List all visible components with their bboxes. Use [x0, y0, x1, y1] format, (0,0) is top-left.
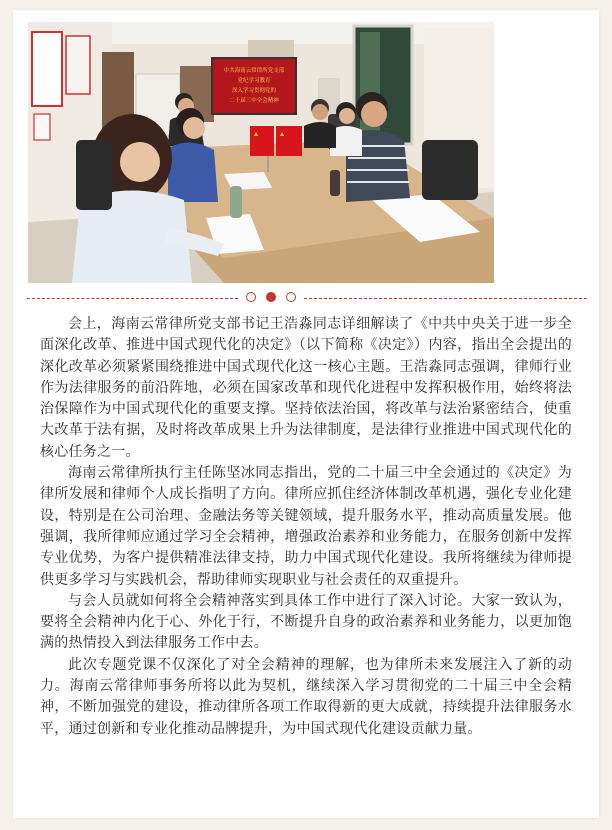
section-divider [27, 291, 587, 307]
screen-line-3: 深入学习贯彻党的 [231, 88, 277, 94]
article-body [40, 314, 572, 740]
meeting-photo-illustration [28, 22, 494, 283]
screen-line-4: 二十届三中全会精神 [229, 98, 279, 104]
meeting-photo [28, 22, 494, 283]
paragraph-3: 与会人员就如何将全会精神落实到具体工作中进行了深入讨论。大家一致认为，要将全会精神内化于心、外化于行，不断提升自身的政治素养和业务能力，以更加饱满的热情投入到法律服务工作中去。 [40, 592, 572, 652]
paragraph-2: 海南云常律所执行主任陈坚冰同志指出，党的二十届三中全会通过的《决定》为律所发展和律师个人成长指明了方向。律所应抓住经济体制改革机遇，强化专业化建设，特别是在公司治理、金融法务等关键领域，提升服务水平，推动高质量发展。他强调，我所律师应通过学习全会精神，增强政治素养和业务能力，在服务创新中发挥专业优势，为客户提供精准法律支持，助力中国式现代化建设。我所将继续为律师提供更多学习与实践机会，帮助律师实现职业与社会责任的双重提升。 [40, 465, 572, 588]
paragraph-4: 此次专题党课不仅深化了对全会精神的理解，也为律所未来发展注入了新的动力。海南云常律师事务所将以此为契机，继续深入学习贯彻党的二十届三中全会精神，不断加强党的建设，推动律所各项工作取得新的更大成就，持续提升法律服务水平，通过创新和专业化推动品牌提升，为中国式现代化建设贡献力量。 [40, 656, 572, 737]
divider-dot-left [246, 292, 256, 302]
divider-dot-center [266, 292, 276, 302]
divider-line-right [304, 298, 587, 299]
paragraph-1: 会上，海南云常律所党支部书记王浩淼同志详细解读了《中共中央关于进一步全面深化改革、推进中国式现代化的决定》（以下简称《决定》）内容，指出全会提出的深化改革必须紧紧围绕推进中国式现代化这一核心主题。王浩淼同志强调，律师行业作为法律服务的前沿阵地，必须在国家改革和现代化进程中发挥积极作用，始终将法治保障作为中国式现代化的重要支撑。坚持依法治国，将改革与法治紧密结合，使重大改革于法有据，及时将改革成果上升为法律制度，是法律行业推进中国式现代化的核心任务之一。 [40, 316, 572, 460]
screen-line-1: 中共海南云常律所党支部 [223, 68, 285, 74]
divider-line-left [27, 298, 238, 299]
divider-dot-right [286, 292, 296, 302]
screen-line-2: 党纪学习教育 [237, 78, 271, 84]
article-card [13, 10, 599, 818]
